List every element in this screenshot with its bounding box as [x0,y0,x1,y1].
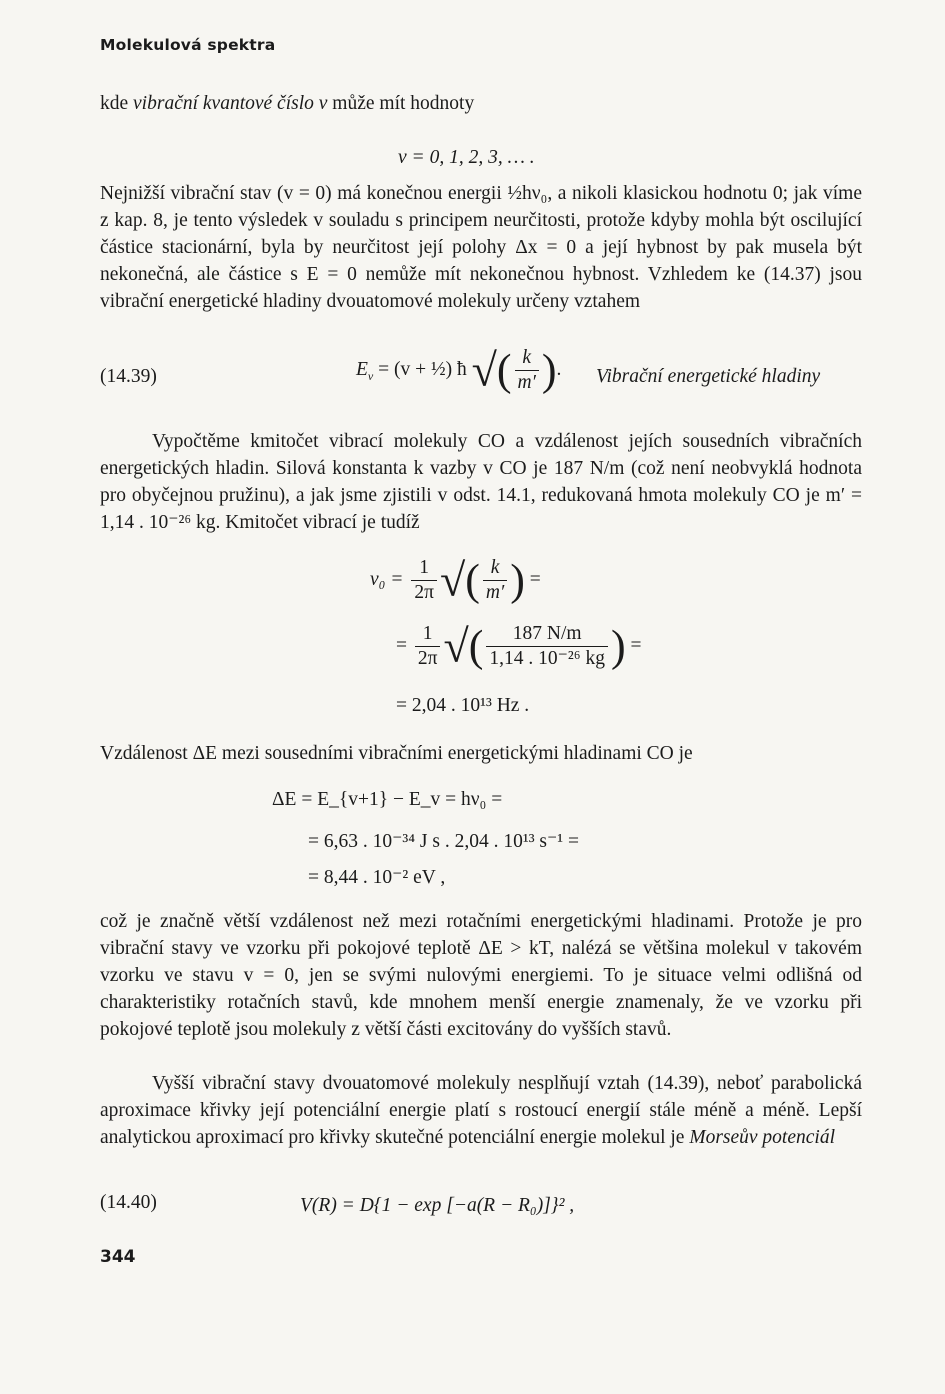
equation-deltaE-line1: ΔE = E_{v+1} − E_v = hν₀ = [272,789,503,810]
equation-deltaE-line2: = 6,63 . 10⁻³⁴ J s . 2,04 . 10¹³ s⁻¹ = [308,831,580,852]
equation-label-vibrational-levels: Vibrační energetické hladiny [596,366,821,387]
equation-number-14-40: (14.40) [100,1192,157,1213]
running-head: Molekulová spektra [100,36,276,54]
equation-14-39: $E_v = (v$ + ½) ħ √( $\frac{k}{m'}$ ). [356,344,562,396]
paragraph-5: což je značně větší vzdálenost než mezi rotačními energetickými hladinami. Protože je pro vibrační stavy ve vzorku při pokojové teplotě ΔE > kT, nalézá se většina molekul v takovém vzorku ve stavu v = 0, jen se svými nulovými energiemi. To je situace velmi odlišná od charakteristiky rotačních stavů, kde mnohem menší energie znamenaly, že ve vzorku při pokojové teplotě jsou molekuly z větší části excitovány do vyšších stavů. [100,911,862,1040]
equation-deltaE-line3: = 8,44 . 10⁻² eV , [308,867,446,888]
equation-nu0-line2: = $\frac{1}{2\pi}$ √( $\frac{187 N/m}{\text{1,14 . 10⁻²⁶ kg}}$ ) = [396,620,642,672]
paragraph-2: Nejnižší vibrační stav (v = 0) má konečnou energii ½hν₀, a nikoli klasickou hodnotu 0; jak víme z kap. 8, je tento výsledek v souladu s principem neurčitosti, protože kdyby mohla být oscilující částice stacionární, byla by neurčitost její polohy Δx = 0 a její hybnost by pak musela být nekonečná, ale částice s E = 0 nemůže mít nekonečnou hybnost. Vzhledem ke (14.37) jsou vibrační energetické hladiny dvouatomové molekuly určeny vztahem [100,183,862,312]
equation-number-14-39: (14.39) [100,366,157,387]
equation-nu0-line3: = 2,04 . 10¹³ Hz . [396,695,530,716]
paragraph-4: Vzdálenost ΔE mezi sousedními vibračními energetickými hladinami CO je [100,743,693,764]
equation-14-40: V(R) = D{1 − exp [−a(R − R₀)]}² , [300,1195,575,1216]
page-number: 344 [100,1247,136,1267]
equation-nu0-line1: ν₀ = $\frac{1}{2\pi}$ √( $\frac{k}{m'}$ ) = [370,554,541,606]
paragraph-6: Vyšší vibrační stavy dvouatomové molekuly nesplňují vztah (14.39), neboť parabolická aproximace křivky její potenciální energie platí s rostoucí energií stále méně a méně. Lepší analytickou aproximací pro křivky skutečné potenciální energie molekul je Morseův potenciál [100,1073,862,1148]
equation-v-values: v = 0, 1, 2, 3, … . [398,147,535,168]
paragraph-1: kde vibrační kvantové číslo v může mít hodnoty [100,93,475,114]
paragraph-3: Vypočtěme kmitočet vibrací molekuly CO a vzdálenost jejích sousedních vibračních energetických hladin. Silová konstanta k vazby v CO je 187 N/m (což není neobvyklá hodnota pro obyčejnou pružinu), a jak jsme zjistili v odst. 14.1, redukovaná hmota molekuly CO je m′ = 1,14 . 10⁻²⁶ kg. Kmitočet vibrací je tudíž [100,431,862,533]
